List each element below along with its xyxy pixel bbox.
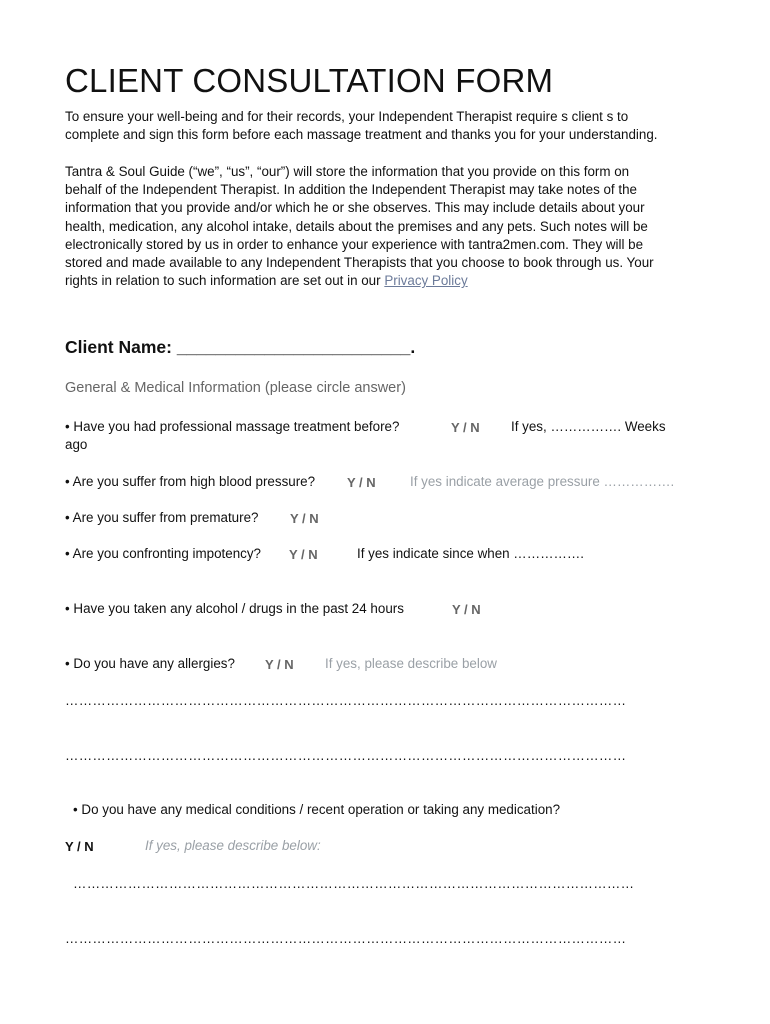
allergies-hint: If yes, please describe below [325, 656, 497, 671]
average-pressure-field[interactable]: If yes indicate average pressure ……………. [410, 474, 675, 489]
notice-line: behalf of the Independent Therapist. In addition the Independent Therapist may take notes of the [65, 182, 637, 198]
notice-line: health, medication, any alcohol intake, details about the premises and any pets. Such notes will be [65, 218, 648, 234]
medical-answer-line[interactable]: …………………………………………………………………………………………………………… [73, 876, 635, 891]
question-allergies: • Do you have any allergies? [65, 656, 235, 671]
yes-no-options[interactable]: Y / N [65, 839, 94, 854]
allergies-answer-line[interactable]: …………………………………………………………………………………………………………… [65, 748, 627, 763]
question-premature: • Are you suffer from premature? [65, 510, 259, 525]
intro-paragraph [65, 108, 705, 144]
question-impotency: • Are you confronting impotency? [65, 546, 261, 561]
medical-conditions-hint: If yes, please describe below: [145, 838, 321, 853]
notice-line [65, 272, 705, 290]
section-heading: General & Medical Information (please circle answer) [65, 380, 406, 396]
question-alcohol-drugs: • Have you taken any alcohol / drugs in the past 24 hours [65, 601, 404, 616]
client-name-field[interactable]: Client Name: ________________________. [65, 337, 416, 357]
allergies-answer-line[interactable]: …………………………………………………………………………………………………………… [65, 693, 627, 708]
question-massage-before: • Have you had professional massage treatment before? [65, 419, 400, 434]
notice-line: electronically stored by us in order to enhance your experience with tantra2men.com. They will be [65, 236, 644, 252]
yes-no-options[interactable]: Y / N [451, 420, 480, 435]
question-medical-conditions: • Do you have any medical conditions / recent operation or taking any medication? [73, 802, 561, 817]
notice-line: stored and made available to any Independent Therapists that you choose to book through us. Your [65, 255, 654, 271]
yes-no-options[interactable]: Y / N [290, 511, 319, 526]
yes-no-options[interactable]: Y / N [289, 547, 318, 562]
privacy-notice-paragraph [65, 163, 705, 290]
yes-no-options[interactable]: Y / N [347, 475, 376, 490]
notice-last-text: rights in relation to such information are set out in our [65, 273, 385, 289]
weeks-ago-suffix: ago [65, 437, 88, 452]
yes-no-options[interactable]: Y / N [265, 657, 294, 672]
since-when-field[interactable]: If yes indicate since when ……………. [357, 546, 584, 561]
notice-line: Tantra & Soul Guide (“we”, “us”, “our”) will store the information that you provide on this form on [65, 164, 630, 179]
notice-line: information that you provide and/or which he or she observes. This may include details about your [65, 200, 645, 216]
yes-no-options[interactable]: Y / N [452, 602, 481, 617]
intro-line: To ensure your well-being and for their records, your Independent Therapist require s client s to [65, 109, 629, 124]
page-title: CLIENT CONSULTATION FORM [65, 62, 554, 99]
intro-line: complete and sign this form before each massage treatment and thanks you for your understanding. [65, 127, 658, 143]
weeks-ago-field[interactable]: If yes, ……………. Weeks [511, 419, 666, 434]
question-blood-pressure: • Are you suffer from high blood pressure? [65, 474, 316, 489]
privacy-policy-link[interactable]: Privacy Policy [384, 273, 468, 289]
medical-answer-line[interactable]: …………………………………………………………………………………………………………… [65, 931, 627, 946]
